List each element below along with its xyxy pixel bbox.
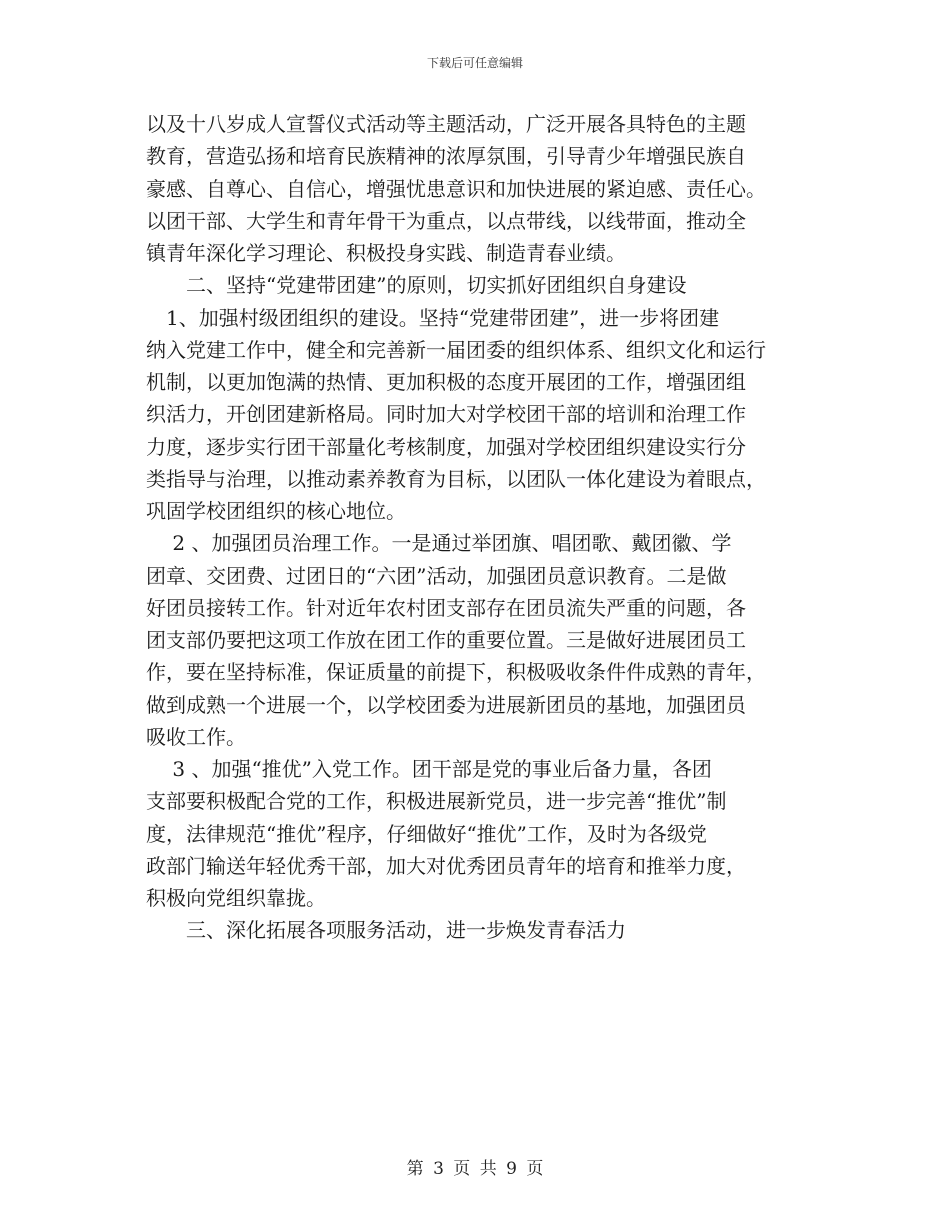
body-line: 政部门输送年轻优秀干部，加大对优秀团员青年的培育和推举力度， [146, 853, 746, 878]
body-line: 类指导与治理，以推动素养教育为目标，以团队一体化建设为着眼点， [146, 466, 766, 491]
body-line: 度，法律规范“推优”程序，仔细做好“推优”工作，及时为各级党 [146, 821, 707, 846]
body-line: 3 、加强“推优”入党工作。团干部是党的事业后备力量，各团 [146, 757, 712, 781]
body-line: 纳入党建工作中，健全和完善新一届团委的组织体系、组织文化和运行 [146, 337, 766, 362]
body-line: 机制，以更加饱满的热情、更加积极的态度开展团的工作，增强团组 [146, 370, 746, 394]
document-body [146, 108, 811, 947]
body-line: 做到成熟一个进展一个，以学校团委为进展新团员的基地，加强团员 [146, 692, 746, 717]
body-line: 巩固学校团组织的核心地位。 [146, 499, 406, 523]
body-line: 支部要积极配合党的工作，积极进展新党员，进一步完善“推优”制 [146, 789, 727, 814]
body-line: 以团干部、大学生和青年骨干为重点，以点带线，以线带面，推动全 [146, 208, 746, 233]
body-line: 豪感、自尊心、自信心，增强忧患意识和加快进展的紧迫感、责任心。 [146, 176, 766, 201]
section-heading: 二、坚持“党建带团建”的原则，切实抓好团组织自身建设 [146, 273, 687, 298]
page-header: 下载后可任意编辑 [426, 56, 523, 70]
body-line: 力度，逐步实行团干部量化考核制度，加强对学校团组织建设实行分 [146, 434, 746, 459]
body-line: 以及十八岁成人宣誓仪式活动等主题活动，广泛开展各具特色的主题 [146, 112, 746, 136]
body-line: 织活力，开创团建新格局。同时加大对学校团干部的培训和治理工作 [146, 402, 746, 427]
body-line: 2 、加强团员治理工作。一是通过举团旗、唱团歌、戴团徽、学 [146, 531, 732, 556]
section-heading: 三、深化拓展各项服务活动，进一步焕发青春活力 [146, 918, 626, 943]
body-line: 吸收工作。 [146, 724, 246, 749]
body-line: 1、加强村级团组织的建设。坚持“党建带团建”，进一步将团建 [146, 305, 720, 330]
page-number: 第 3 页 共 9 页 [406, 1159, 544, 1179]
body-line: 好团员接转工作。针对近年农村团支部存在团员流失严重的问题，各 [146, 595, 746, 620]
body-line: 团支部仍要把这项工作放在团工作的重要位置。三是做好进展团员工 [146, 628, 746, 652]
body-line: 团章、交团费、过团日的“六团”活动，加强团员意识教育。二是做 [146, 563, 727, 588]
body-line: 镇青年深化学习理论、积极投身实践、制造青春业绩。 [146, 241, 626, 265]
body-line: 教育，营造弘扬和培育民族精神的浓厚氛围，引导青少年增强民族自 [146, 144, 746, 169]
body-line: 积极向党组织靠拢。 [146, 886, 326, 910]
body-line: 作，要在坚持标准，保证质量的前提下，积极吸收条件件成熟的青年， [146, 660, 766, 685]
